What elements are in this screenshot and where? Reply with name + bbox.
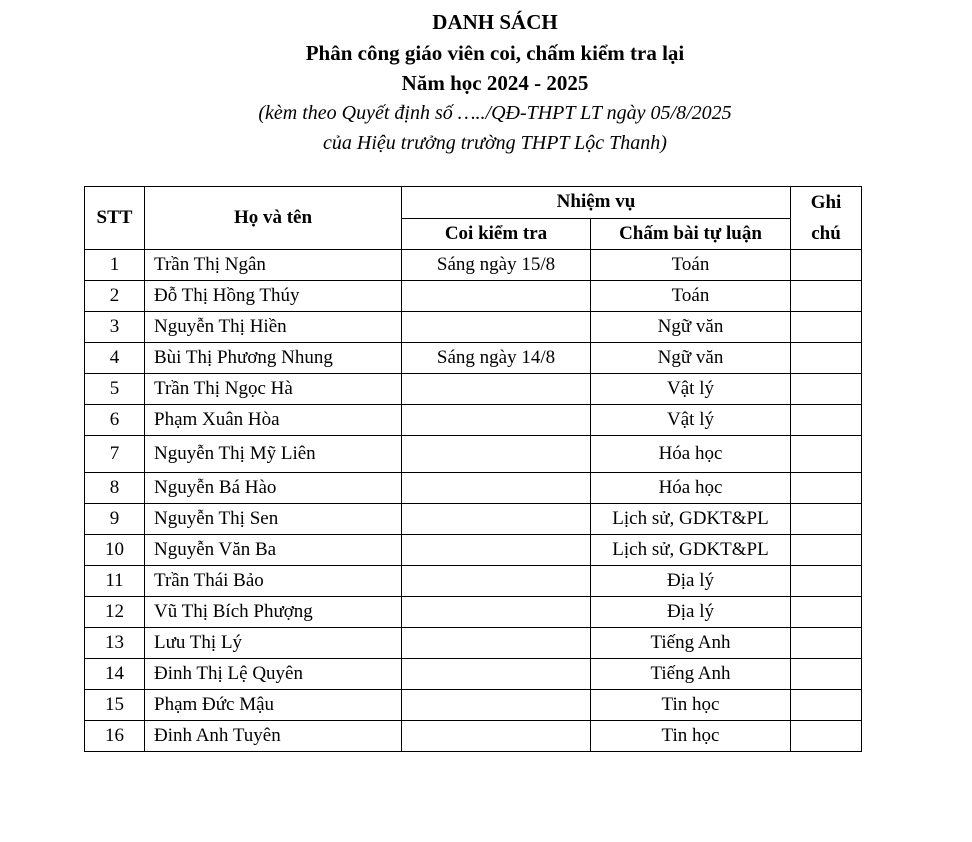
row-ghi-chu	[791, 343, 862, 374]
row-name: Nguyễn Thị Hiền	[145, 312, 402, 343]
row-ghi-chu	[791, 504, 862, 535]
table-row	[85, 690, 862, 721]
row-stt: 5	[85, 374, 145, 405]
decision-note-line1: (kèm theo Quyết định số …../QĐ-THPT LT ngày 05/8/2025	[258, 102, 732, 124]
table-row	[85, 659, 862, 690]
row-ghi-chu	[791, 535, 862, 566]
row-name: Trần Thị Ngân	[145, 250, 402, 281]
row-ghi-chu	[791, 405, 862, 436]
row-ghi-chu	[791, 436, 862, 473]
row-stt: 13	[85, 628, 145, 659]
row-name: Lưu Thị Lý	[145, 628, 402, 659]
row-coi	[402, 659, 591, 690]
table-row	[85, 504, 862, 535]
header-ghi-chu-text: Ghi chú	[810, 192, 842, 244]
document-subtitle: Phân công giáo viên coi, chấm kiểm tra lại	[305, 41, 685, 65]
row-ghi-chu	[791, 312, 862, 343]
header-stt: STT	[85, 187, 145, 250]
row-name: Đinh Anh Tuyên	[145, 721, 402, 752]
row-stt: 6	[85, 405, 145, 436]
row-ghi-chu	[791, 374, 862, 405]
row-cham: Lịch sử, GDKT&PL	[591, 504, 791, 535]
row-coi	[402, 721, 591, 752]
row-name: Trần Thị Ngọc Hà	[145, 374, 402, 405]
row-name: Nguyễn Văn Ba	[145, 535, 402, 566]
row-stt: 9	[85, 504, 145, 535]
row-ghi-chu	[791, 473, 862, 504]
row-stt: 11	[85, 566, 145, 597]
row-cham: Tin học	[591, 690, 791, 721]
row-name: Đỗ Thị Hồng Thúy	[145, 281, 402, 312]
header-cham: Chấm bài tự luận	[591, 218, 791, 250]
row-name: Trần Thái Bảo	[145, 566, 402, 597]
row-ghi-chu	[791, 721, 862, 752]
table-row	[85, 535, 862, 566]
row-ghi-chu	[791, 628, 862, 659]
row-cham: Ngữ văn	[591, 343, 791, 374]
row-cham: Vật lý	[591, 374, 791, 405]
row-ghi-chu	[791, 690, 862, 721]
row-stt: 8	[85, 473, 145, 504]
row-coi	[402, 566, 591, 597]
row-coi	[402, 436, 591, 473]
header-ghi-chu	[791, 187, 862, 250]
row-coi	[402, 312, 591, 343]
table-row	[85, 281, 862, 312]
row-cham: Tiếng Anh	[591, 628, 791, 659]
row-ghi-chu	[791, 566, 862, 597]
row-coi	[402, 281, 591, 312]
table-row	[85, 473, 862, 504]
row-stt: 16	[85, 721, 145, 752]
header-name: Họ và tên	[145, 187, 402, 250]
row-stt: 1	[85, 250, 145, 281]
row-name: Đinh Thị Lệ Quyên	[145, 659, 402, 690]
row-coi	[402, 535, 591, 566]
row-stt: 3	[85, 312, 145, 343]
table-row	[85, 597, 862, 628]
row-cham: Tin học	[591, 721, 791, 752]
row-name: Bùi Thị Phương Nhung	[145, 343, 402, 374]
row-cham: Toán	[591, 250, 791, 281]
row-stt: 7	[85, 436, 145, 473]
row-cham: Địa lý	[591, 566, 791, 597]
table-row	[85, 312, 862, 343]
table-row	[85, 374, 862, 405]
row-cham: Lịch sử, GDKT&PL	[591, 535, 791, 566]
decision-note-line2: của Hiệu trưởng trường THPT Lộc Thanh)	[323, 132, 667, 154]
row-cham: Vật lý	[591, 405, 791, 436]
row-name: Phạm Đức Mậu	[145, 690, 402, 721]
row-cham: Hóa học	[591, 436, 791, 473]
row-coi	[402, 405, 591, 436]
row-name: Phạm Xuân Hòa	[145, 405, 402, 436]
header-task: Nhiệm vụ	[402, 187, 791, 219]
row-stt: 4	[85, 343, 145, 374]
header-coi: Coi kiểm tra	[402, 218, 591, 250]
row-ghi-chu	[791, 659, 862, 690]
row-ghi-chu	[791, 250, 862, 281]
row-cham: Ngữ văn	[591, 312, 791, 343]
table-row	[85, 250, 862, 281]
table-body	[85, 250, 862, 752]
row-stt: 10	[85, 535, 145, 566]
row-cham: Địa lý	[591, 597, 791, 628]
row-ghi-chu	[791, 597, 862, 628]
row-stt: 2	[85, 281, 145, 312]
row-ghi-chu	[791, 281, 862, 312]
row-cham: Tiếng Anh	[591, 659, 791, 690]
table-row	[85, 343, 862, 374]
table-row	[85, 566, 862, 597]
assignment-table	[84, 186, 862, 752]
row-coi	[402, 690, 591, 721]
table-row	[85, 628, 862, 659]
row-coi	[402, 473, 591, 504]
row-coi	[402, 597, 591, 628]
row-stt: 15	[85, 690, 145, 721]
row-coi: Sáng ngày 14/8	[402, 343, 591, 374]
table-row	[85, 405, 862, 436]
row-name: Nguyễn Bá Hào	[145, 473, 402, 504]
row-coi	[402, 628, 591, 659]
row-name: Nguyễn Thị Sen	[145, 504, 402, 535]
row-cham: Toán	[591, 281, 791, 312]
table-row	[85, 436, 862, 473]
row-stt: 14	[85, 659, 145, 690]
table-row	[85, 721, 862, 752]
row-coi	[402, 504, 591, 535]
document-title: DANH SÁCH	[432, 10, 558, 34]
row-cham: Hóa học	[591, 473, 791, 504]
row-stt: 12	[85, 597, 145, 628]
row-name: Vũ Thị Bích Phượng	[145, 597, 402, 628]
row-coi: Sáng ngày 15/8	[402, 250, 591, 281]
row-name: Nguyễn Thị Mỹ Liên	[145, 436, 402, 473]
row-coi	[402, 374, 591, 405]
school-year: Năm học 2024 - 2025	[401, 71, 589, 95]
